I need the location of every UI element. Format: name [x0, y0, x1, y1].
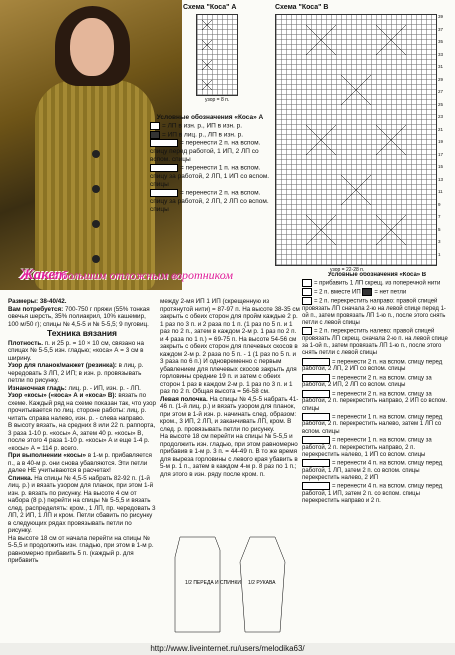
- row-number: 33: [438, 51, 444, 57]
- title-main: Жакет: [20, 267, 67, 283]
- legend-item: = перенести 2 п. на вспом. спицу за работой, 2 ИП, 2 ЛП со вспом. спицы: [302, 375, 432, 389]
- sleeve-label: 1/2 РУКАВА: [248, 580, 276, 586]
- row-number: 39: [438, 14, 444, 19]
- button-dot: [92, 185, 100, 193]
- scheme-b-repeat: узор = 22-28 п.: [330, 267, 365, 273]
- button-dot: [92, 150, 100, 158]
- row-number: 13: [438, 176, 444, 182]
- legend-item: = перенести 2 п. на вспом. спицу перед работой, 1 ИП, 2 ЛП со вспом. спицы: [150, 140, 261, 164]
- scheme-b-grid: [275, 14, 437, 266]
- legend-b: [302, 272, 452, 642]
- row-number: 35: [438, 39, 444, 44]
- button-dot: [92, 255, 100, 263]
- symbol-cross: [302, 413, 330, 421]
- legend-item: = перенести 2 п. на вспом. спицу за работой, 2 п. перекрестить направо, 2 ИП со вспом. спицы: [302, 391, 448, 412]
- row-number: 21: [438, 126, 444, 132]
- row-number: 31: [438, 64, 444, 69]
- title-sub: с большим отложным воротником: [53, 268, 234, 282]
- row-number: 7: [438, 214, 441, 219]
- row-number: 9: [438, 201, 441, 207]
- legend-item: = перенести 2 п. на вспом. спицу перед работой, 2 ЛП, 2 ИП со вспом. спицы: [302, 359, 443, 373]
- scheme-b-title: Схема "Коса" В: [275, 4, 329, 11]
- legend-item: = перенести 4 п. на вспом. спицу перед работой, 1 ЛП, затем 2 п. со вспом. спицы перекрестить налево, 2 ИП: [302, 460, 443, 482]
- row-number: 17: [438, 151, 444, 157]
- symbol-cross: [150, 189, 178, 197]
- symbol-cross: [302, 327, 312, 335]
- rib-pattern: Узор для планок/манжет (резинка): в лиц. р. чередовать 3 ЛП, 2 ИП; в изн. р. провязывать петли по рисунку.: [8, 362, 144, 384]
- row-number: 15: [438, 164, 444, 169]
- left-front: Левая полочка. На спицы № 4,5-5 набрать 41-46 п. (1-й лиц. р.) и вязать узором для планок, при этом в 1-й изн. р. начинать след. образом: кром., 3 ИП, 2 ЛП, и заканчивать ЛП, кром. В след. р. провязывать петли по рисунку.: [160, 395, 299, 433]
- symbol-cross: [150, 139, 178, 147]
- scheme-b-row-numbers: [438, 14, 454, 264]
- front-back-label: 1/2 ПЕРЕДА И СПИНКИ: [185, 580, 241, 586]
- legend-item: = перенести 1 п. на вспом. спицу перед работой, 2 п. перекрестить налево, затем 1 ЛП со вспом. спицы: [302, 414, 443, 435]
- row-number: 29: [438, 76, 444, 82]
- row-number: 23: [438, 114, 444, 119]
- sizes: Размеры: 38-40/42.: [8, 298, 67, 305]
- symbol-box: [150, 131, 160, 139]
- symbol-box: [302, 279, 312, 287]
- row-number: 25: [438, 101, 444, 107]
- symbol-cross: [302, 297, 312, 305]
- legend-item: = ИП в лиц. р., ЛП в изн. р.: [150, 131, 270, 140]
- note: При выполнении «косы» в 1-м р. прибавляется п., а в 40-м р. они снова убавляются. Эти петли далее НЕ учитываются в расчетах!: [8, 452, 152, 474]
- symbol-cross: [302, 358, 330, 366]
- symbol-cross: [302, 390, 330, 398]
- legend-item: = 2 п. перекрестить налево: правой спицей провязать ЛП скрещ. сначала 2-ю п. на левой спице за 1-ой п., затем провязать ЛП 1-ю п., после этого снять петли с левой спицы: [302, 328, 448, 357]
- left-front-2: На высоте 18 см перейти на спицы № 5-5,5 и продолжить изн. гладью, при этом равномерно прибавив в 1-м р. 3 п. = 44-49 п. В то же время для выреза горловины с левого края убавить в 5-м р. 1 п., затем в каждом 4-м р. 8 раз по 1 п.; для этого в изн. ряду после кром. п.: [160, 433, 298, 478]
- symbol-cross: [150, 164, 178, 172]
- button-dot: [92, 220, 100, 228]
- symbol-cross: [302, 482, 330, 490]
- legend-b-title: Условные обозначения «Коса» В: [327, 272, 427, 278]
- density: Плотность. п. и 25 р. = 10 × 10 см, связано на спицах № 5-5,5 изн. гладью; «коса» А = 3 см в ширину.: [8, 339, 144, 362]
- legend-item: = 2 п. перекрестить направо: правой спицей провязать ЛП сначала 2-ю на левой спице перед 1-ой п., затем провязать ЛП 1-ю п., после этого снять петли с левой спицы: [302, 298, 446, 326]
- legend-a: [150, 114, 270, 214]
- symbol-cross: [302, 459, 330, 467]
- back-continued: между 2-мя ИП 1 ИП (скрещенную из протянутой нити) = 87-97 п. На высоте 38-35 см закрыть с обеих сторон для пройм каждые 2 р. 1 раз по 3 п. и 2 раза по 1 п. (1 раз по 5 п. и 1 раз по 2 п., затем в каждом 2-м р. 1 раз по 2 п. и 4 раза по 1 п.) = 69-75 п. На высоте 54-56 см закрыть с обеих сторон для плечевых скосов в каждом 2-м р. 2 раза по 5 п. - 1 (1 раз по 5 п. и 3 раза по 6 п.) И одновременно с первым убавлением для плечевых скосов закрыть для горловины средние 19 п. и затем с обеих сторон 1 раз в каждом 2-м р. 1 раз по 3 п. и 1 раз по 2 п. Общая высота = 56-58 см.: [160, 298, 300, 395]
- row-number: 1: [438, 251, 441, 257]
- legend-a-title: Условные обозначения «Коса» А: [156, 114, 264, 121]
- legend-item: = перенести 2 п. на вспом. спицу за работой, 2 ЛП, 2 ЛП со вспом. спицы: [150, 189, 269, 213]
- legend-item: = перенести 1 п. на вспом. спицу за работой, 2 ЛП, 1 ИП со вспом. спицы: [150, 164, 270, 188]
- scheme-b-symbols: [276, 15, 436, 265]
- middle-text-column: [160, 298, 300, 530]
- row-number: 19: [438, 139, 444, 144]
- row-number: 11: [438, 189, 443, 194]
- symbol-cross: [302, 374, 330, 382]
- back-text: Спинка. На спицы № 4,5-5 набрать 82-92 п. (1-й лиц. р.) и вязать узором для планок, при этом 1-й изн. р. вязать по рисунку. На высоте 4 см от набора (8 р.) перейти на спицы № 5-5,5 и вязать след. распределять: кром., 1 ЛП, пр. чередовать 3 ЛП, 2 ИП, 1 ЛП и кром. Петли сбавить по рисунку в следующих рядах провязывать петли по рисунку.: [8, 474, 156, 534]
- title-banner: [20, 266, 320, 292]
- scheme-a-symbols: [197, 15, 237, 95]
- row-number: 27: [438, 89, 444, 94]
- legend-item: = ЛП в изн. р., ИП в изн. р.: [150, 122, 270, 131]
- legend-item: = перенести 1 п. на вспом. спицу за работой, 2 п. перекрестить направо, 2 п. перекрестить налево, 1 ИП со вспом. спицы: [302, 437, 432, 458]
- tech-heading: Техника вязания: [46, 328, 118, 338]
- symbol-box: [362, 288, 372, 296]
- source-url[interactable]: http://www.liveinternet.ru/users/melodika63/: [0, 643, 455, 655]
- materials: Вам потребуется: 700-750 г пряжи (55% тонкая овечья шерсть, 35% полиакрил, 10% кашемир, 100 м/50 г); спицы № 4,5-5 и № 5-5,5; 9 пуговиц.: [8, 305, 150, 328]
- purl-pattern: Изнаночная гладь: лиц. р. - ИП, изн. р. - ЛП.: [8, 384, 141, 392]
- row-number: 3: [438, 239, 441, 244]
- row-number: 5: [438, 226, 441, 232]
- legend-item: = перенести 4 п. на вспом. спицу перед работой, 1 ИП, затем 2 п. со вспом. спицы перекрестить направо и 2 п.: [302, 483, 443, 505]
- symbol-cross: [302, 436, 330, 444]
- kosa-pattern: Узор «косы» («коса» А и «коса» В): вязать по схеме. Каждый ряд на схеме показан так, что узор прочитывается по лиц. стороне работы: лиц. р. читать справа налево, изн. р. - слева направо.: [8, 392, 156, 422]
- scheme-a-grid: [196, 14, 238, 96]
- legend-item: = прибавить 1 ЛП скрещ. из поперечной нити: [302, 279, 452, 288]
- height-text: В высоту вязать, на средних 8 или 22 п. раппорта, 3 раза 1-10 р. «косы» А, затем 40 р. «косы» В, после этого 4 раза 1-10 р. «косы» А и еще 1-4 р. «косы» А = 114 р. всего.: [8, 422, 156, 452]
- back-text-2: На высоте 18 см от начала перейти на спицы № 5-5,5 и продолжить изн. гладью, при этом в 1-м р. равномерно прибавить 5 п. (каждый р. для прибавить: [8, 534, 154, 564]
- scheme-a-repeat: узор = 8 п.: [205, 97, 230, 103]
- symbol-box: [150, 122, 160, 130]
- left-text-column: [8, 298, 156, 640]
- pattern-diagrams: [165, 532, 300, 640]
- face-shape: [70, 18, 114, 76]
- row-number: 37: [438, 26, 444, 32]
- legend-item: = 2 п. вместе ИП = нет петли: [302, 288, 452, 297]
- symbol-box: [302, 288, 312, 296]
- scheme-a-title: Схема "Коса" А: [183, 4, 237, 11]
